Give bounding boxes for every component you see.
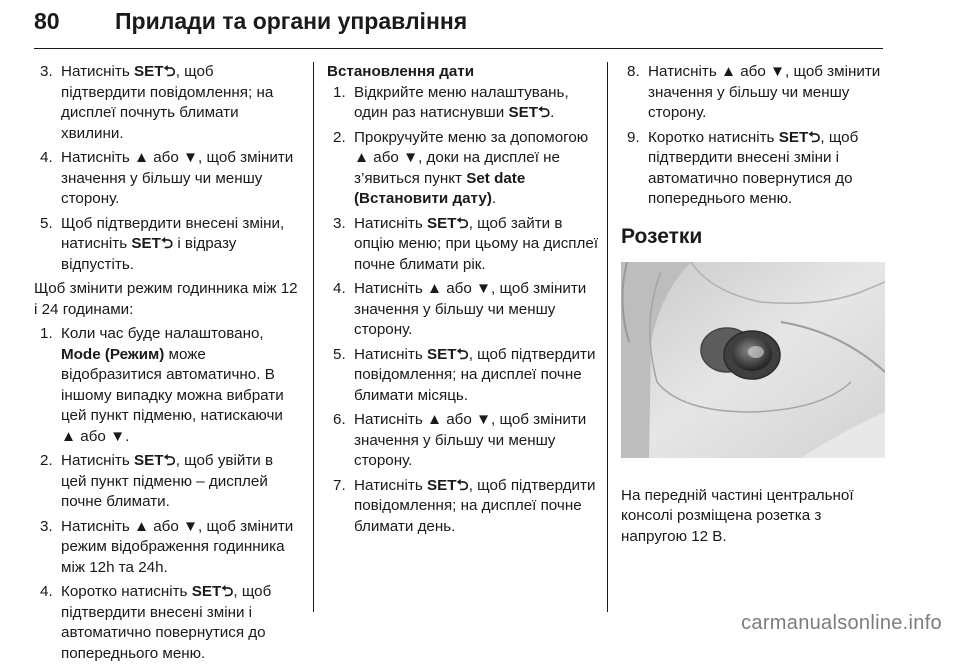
power-socket-illustration [621, 262, 885, 458]
item-text: SET [778, 128, 809, 146]
return-icon: ⮌ [456, 476, 469, 494]
return-icon: ⮌ [163, 63, 176, 80]
return-icon: ⮌ [538, 104, 551, 121]
return-icon: ⮌ [160, 235, 174, 252]
item-text: Відкрийте меню налаштувань, один раз натиснувши [354, 83, 569, 121]
item-text: Mode (Режим) [61, 345, 165, 363]
item-text: Натисніть ▲ або ▼, щоб змінити значення у більшу чи меншу сторону. [648, 63, 881, 121]
item-text: Натисніть [354, 214, 427, 232]
item-text: SET [426, 345, 457, 363]
item-number: 5. [40, 214, 53, 232]
item-text: . [491, 190, 497, 207]
item-text: Натисніть [61, 63, 134, 80]
list-item [34, 582, 300, 664]
list-item [34, 324, 300, 447]
date-steps-list-cont [621, 62, 887, 210]
item-number: 4. [333, 280, 346, 297]
item-text: SET [508, 104, 538, 121]
item-text: SET [191, 583, 222, 600]
item-text: може відобразитися автоматично. В іншому випадку можна вибрати цей пункт підменю, натискаючи ▲ або ▼. [61, 345, 284, 445]
item-text: Натисніть ▲ або ▼, щоб змінити значення у більшу чи меншу сторону. [61, 149, 294, 207]
list-item [327, 214, 599, 276]
item-text: Натисніть [354, 476, 427, 494]
list-item [621, 128, 887, 210]
list-item [327, 345, 599, 407]
item-text: , щоб підтвердити внесені зміни і автоматично повернутися до попереднього меню. [648, 128, 859, 207]
item-number: 3. [333, 214, 346, 232]
return-icon: ⮌ [221, 583, 234, 600]
item-number: 2. [333, 128, 346, 146]
column-3 [621, 62, 887, 551]
return-icon: ⮌ [456, 214, 469, 232]
item-text: , щоб підтвердити повідомлення; на дисплеї почнуть блимати хвилини. [61, 63, 274, 142]
item-text: , щоб підтвердити внесені зміни і автоматично повернутися до попереднього меню. [61, 583, 272, 662]
item-number: 6. [333, 411, 346, 428]
list-item [327, 279, 599, 341]
column-divider-2 [607, 62, 608, 612]
item-text: Коротко натисніть [648, 128, 779, 146]
return-icon: ⮌ [456, 345, 469, 363]
date-steps-list [327, 83, 599, 538]
list-item [34, 517, 300, 579]
section-title-sockets: Розетки [621, 224, 703, 248]
item-number: 2. [40, 452, 53, 469]
item-text: SET [131, 235, 161, 252]
item-number: 3. [40, 63, 53, 80]
item-text: Коли час буде налаштовано, [61, 325, 264, 342]
page-title: Прилади та органи управління [115, 8, 468, 34]
return-icon: ⮌ [808, 128, 821, 146]
column-1 [34, 62, 300, 668]
item-text: , щоб підтвердити повідомлення; на дисплеї почне блимати місяць. [354, 345, 596, 404]
column-divider-1 [313, 62, 314, 612]
item-text: , щоб увійти в цей пункт підменю – дисплей почне блимати. [61, 452, 274, 510]
item-text: Коротко натисніть [61, 583, 192, 600]
page-header [0, 0, 960, 52]
list-item [34, 451, 300, 513]
list-item [327, 410, 599, 472]
list-item [34, 62, 300, 144]
item-number: 3. [40, 517, 53, 535]
date-heading: Встановлення дати [327, 63, 475, 80]
item-text: , щоб підтвердити повідомлення; на дисплеї почне блимати день. [354, 476, 596, 535]
item-text: Натисніть [61, 452, 134, 469]
clock-steps-list [34, 62, 300, 275]
item-text: SET [426, 476, 457, 494]
list-item [34, 148, 300, 210]
item-text: , щоб зайти в опцію меню; при цьому на дисплеї почне блимати рік. [354, 214, 599, 273]
list-item [34, 214, 300, 276]
item-text: SET [133, 63, 164, 80]
watermark: carmanualsonline.info [741, 612, 942, 634]
item-number: 4. [40, 149, 53, 166]
item-number: 1. [40, 325, 53, 342]
header-rule [34, 48, 883, 49]
item-text: SET [426, 214, 457, 232]
item-number: 1. [333, 83, 346, 101]
item-number: 8. [627, 63, 640, 80]
item-text: Прокручуйте меню за допомогою ▲ або ▼, доки на дисплеї не з’явиться пункт [354, 128, 589, 187]
page-number: 80 [34, 8, 60, 34]
item-text: SET [133, 452, 164, 469]
item-text: . [550, 104, 555, 121]
item-text: Set date (Встановити дату) [354, 169, 526, 207]
item-text: і відразу відпустіть. [61, 235, 237, 273]
item-text: Натисніть [354, 345, 427, 363]
mode-intro: Щоб змінити режим годинника між 12 і 24 годинами: [34, 280, 298, 318]
power-socket-figure [621, 262, 885, 458]
item-text: Щоб підтвердити внесені зміни, натисніть [61, 214, 285, 252]
list-item [327, 128, 599, 210]
item-number: 7. [333, 476, 346, 494]
item-number: 5. [333, 345, 346, 363]
list-item [327, 476, 599, 538]
socket-caption: На передній частині центральної консолі розміщена розетка з напругою 12 В. [621, 486, 854, 545]
item-text: Натисніть ▲ або ▼, щоб змінити режим відображення годинника між 12h та 24h. [61, 517, 294, 576]
list-item [327, 83, 599, 124]
item-text: Натисніть ▲ або ▼, щоб змінити значення у більшу чи меншу сторону. [354, 411, 587, 469]
mode-steps-list [34, 324, 300, 664]
item-number: 9. [627, 128, 640, 146]
column-2 [327, 62, 599, 541]
list-item [621, 62, 887, 124]
item-number: 4. [40, 583, 53, 600]
return-icon: ⮌ [163, 452, 176, 469]
item-text: Натисніть ▲ або ▼, щоб змінити значення у більшу чи меншу сторону. [354, 280, 587, 338]
